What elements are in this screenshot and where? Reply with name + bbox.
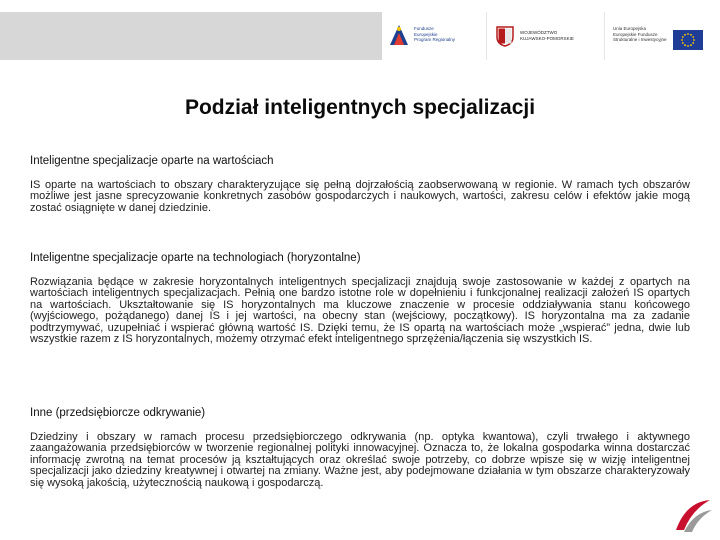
kujawsko-pomorskie-text: WOJEWÓDZTWO KUJAWSKO-POMORSKIE [520,30,574,41]
logo-bar [0,0,720,74]
fundusze-europejskie-logo [382,12,486,60]
eu-flag-icon [673,30,703,50]
section-heading-other: Inne (przedsiębiorcze odkrywanie) [30,407,206,419]
section-text-values: IS oparte na wartościach to obszary charakteryzujące się pełną dojrzałością zaobserwowaną w regionie. W ramach tych obszarów możliwe jest jasne sprecyzowanie konkretnych zasobów gospodarczych i naukowych, wartości, zakresu celów i efektów jakie mogą zostać osiągnięte w danej dziedzinie. [30,179,690,214]
fundusze-europejskie-icon [388,23,410,47]
page-title: Podział inteligentnych specjalizacji [184,96,536,119]
fundusze-europejskie-text: Fundusze Europejskie Program Regionalny [414,26,456,42]
unia-europejska-logo [604,12,710,60]
section-text-other: Dziedziny i obszary w ramach procesu przedsiębiorczego odkrywania (np. optyka kwantowa), czyli trwałego i aktywnego zaangażowania przedsiębiorców w tworzenie regionalnej polityki innowacyjnej. Oznacza to, że lokalna gospodarka winna dostarczać informację zwrotną na temat procesów ją kształtujących oraz określać swoje potrzeby, co dobrze wpisze się w wizję inteligentnej specjalizacji jako dziedziny kreatywnej i otwartej na zmiany. Ważne jest, aby podejmowane działania w tym obszarze charakteryzowały się wysoką jakością, użytecznością naukową i gospodarczą. [30,431,690,489]
unia-europejska-text: Unia Europejska Europejskie Fundusze Strukturalne i Inwestycyjne [613,26,667,42]
section-heading-technologies: Inteligentne specjalizacje oparte na technologiach (horyzontalne) [30,252,361,264]
header-band [0,12,382,60]
kujawsko-pomorskie-crest-icon [495,25,515,47]
section-text-technologies: Rozwiązania będące w zakresie horyzontalnych inteligentnych specjalizacji znajdują swoje zastosowanie w każdej z opartych na wartościach inteligentnych specjalizacjach. Pełnią one bardzo istotne role w dopełnieniu i funkcjonalnej realizacji założeń IS opartych na wartościach. Ukształtowanie się IS horyzontalnych ma kluczowe znaczenie w procesie oddziaływania stanu końcowego (wyjściowego, pożądanego) danej IS i jej wartości, na obecny stan (wejściowy, początkowy). IS horyzontalna ma za zadanie podtrzymywać, uzupełniać i wspierać główną wartość IS. Dzięki temu, że IS opartą na wartościach może „wspierać” jedna, dwie lub wszystkie razem z IS horyzontalnych, możemy otrzymać efekt inteligentnego sprzężenia/łączenia się wszystkich IS. [30,276,690,346]
section-heading-values: Inteligentne specjalizacje oparte na wartościach [30,155,274,167]
corner-swirl-logo-icon [670,496,714,536]
kujawsko-pomorskie-logo [486,12,604,60]
